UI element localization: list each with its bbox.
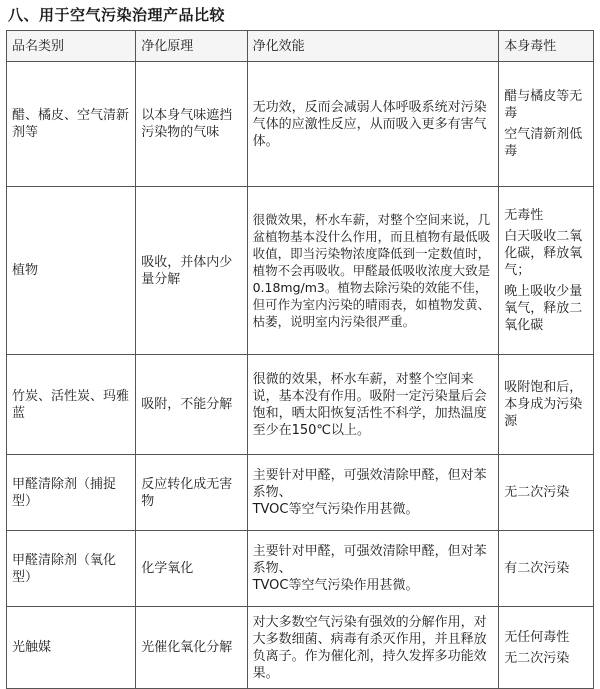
cell-principle: 化学氧化 bbox=[136, 531, 247, 607]
cell-principle: 吸收，并体内少量分解 bbox=[136, 187, 247, 355]
cell-principle: 吸附，不能分解 bbox=[136, 355, 247, 455]
cell-toxicity bbox=[499, 531, 594, 607]
cell-efficacy: 很微的效果，杯水车薪，对整个空间来说，基本没有作用。吸附一定污染量后会饱和，晒太阳恢复活性不科学，加热温度至少在150℃以上。 bbox=[247, 355, 499, 455]
table-row bbox=[7, 187, 594, 355]
header-efficacy: 净化效能 bbox=[247, 31, 499, 62]
table-row bbox=[7, 455, 594, 531]
cell-name: 醋、橘皮、空气清新剂等 bbox=[7, 62, 136, 187]
header-principle: 净化原理 bbox=[136, 31, 247, 62]
header-toxicity: 本身毒性 bbox=[499, 31, 594, 62]
section-title: 八、用于空气污染治理产品比较 bbox=[8, 6, 226, 24]
cell-name: 甲醛清除剂（氧化型） bbox=[7, 531, 136, 607]
cell-principle: 光催化氧化分解 bbox=[136, 607, 247, 689]
toxicity-line: 吸附饱和后，本身成为污染源 bbox=[504, 380, 583, 429]
table-row bbox=[7, 62, 594, 187]
cell-principle: 以本身气味遮挡污染物的气味 bbox=[136, 62, 247, 187]
header-name: 品名类别 bbox=[7, 31, 136, 62]
cell-toxicity bbox=[499, 355, 594, 455]
cell-efficacy: 主要针对甲醛，可强效清除甲醛，但对苯系物、 TVOC等空气污染作用甚微。 bbox=[247, 531, 499, 607]
toxicity-line: 空气清新剂低毒 bbox=[504, 127, 583, 159]
comparison-table bbox=[6, 30, 594, 689]
table-header-row bbox=[7, 31, 594, 62]
table-row bbox=[7, 355, 594, 455]
cell-efficacy: 对大多数空气污染有强效的分解作用，对大多数细菌、病毒有杀灭作用，并且释放负离子。作为催化剂，持久发挥多功能效果。 bbox=[247, 607, 499, 689]
cell-efficacy: 很微效果，杯水车薪，对整个空间来说，几盆植物基本没什么作用，而且植物有最低吸收值，即当污染物浓度降低到一定数值时，植物不会再吸收。甲醛最低吸收浓度大致是0.18mg/m3。植物去除污染的效能不佳，但可作为室内污染的晴雨表，如植物发黄、枯萎，说明室内污染很严重。 bbox=[247, 187, 499, 355]
cell-name: 竹炭、活性炭、玛雅蓝 bbox=[7, 355, 136, 455]
toxicity-line: 有二次污染 bbox=[504, 561, 570, 576]
toxicity-line: 无二次污染 bbox=[504, 485, 570, 500]
cell-toxicity bbox=[499, 187, 594, 355]
table-row bbox=[7, 531, 594, 607]
toxicity-line: 醋与橘皮等无毒 bbox=[504, 89, 583, 121]
table-row bbox=[7, 607, 594, 689]
toxicity-line: 无二次污染 bbox=[504, 650, 570, 666]
cell-toxicity bbox=[499, 455, 594, 531]
toxicity-line: 无任何毒性 bbox=[504, 629, 570, 645]
cell-name: 光触媒 bbox=[7, 607, 136, 689]
cell-efficacy: 主要针对甲醛，可强效清除甲醛，但对苯系物、 TVOC等空气污染作用甚微。 bbox=[247, 455, 499, 531]
toxicity-line: 晚上吸收少量氧气，释放二氧化碳 bbox=[504, 284, 583, 333]
cell-toxicity bbox=[499, 62, 594, 187]
cell-efficacy: 无功效，反而会减弱人体呼吸系统对污染气体的应激性反应，从而吸入更多有害气体。 bbox=[247, 62, 499, 187]
cell-name: 甲醛清除剂（捕捉型） bbox=[7, 455, 136, 531]
toxicity-line: 无毒性 bbox=[504, 208, 544, 223]
cell-name: 植物 bbox=[7, 187, 136, 355]
toxicity-line: 白天吸收二氧化碳，释放氧气； bbox=[504, 229, 583, 278]
cell-toxicity bbox=[499, 607, 594, 689]
cell-principle: 反应转化成无害物 bbox=[136, 455, 247, 531]
